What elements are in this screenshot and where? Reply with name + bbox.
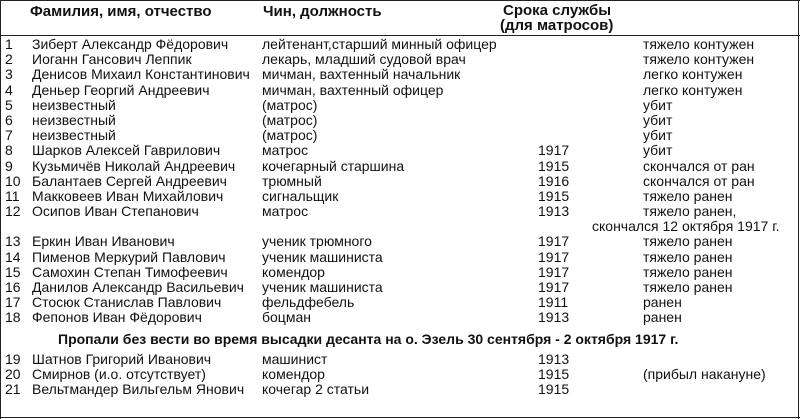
row-number: 9 [5,157,13,174]
fate-status: тяжело ранен [643,233,733,250]
section-title: Пропали без вести во время высадки десанта на о. Эзель 30 сентября - 2 октября 1917 г. [58,330,679,347]
table-row [0,234,800,249]
row-number: 10 [5,172,21,189]
table-row [0,67,800,82]
crew-table-body [0,37,800,397]
service-year: 1911 [538,294,569,311]
person-name: Вельтмандер Вильгельм Янович [32,380,245,397]
fate-status: убит [643,96,673,113]
person-name: Шатнов Григорий Иванович [32,350,212,367]
table-row [0,295,800,310]
row-number: 7 [5,127,13,144]
rank-position: комендор [262,365,325,382]
fate-status: ранен [643,309,682,326]
person-name: Иоганн Гансович Леппик [32,51,192,68]
row-number: 6 [5,111,13,128]
bottom-border [0,417,800,418]
row-number: 18 [5,309,21,326]
service-year: 1917 [538,142,570,159]
row-number: 19 [5,350,21,367]
fate-status: убит [643,111,673,128]
table-row [0,83,800,98]
crew-rows-part1 [0,37,800,219]
table-row [0,174,800,189]
table-row [0,98,800,113]
fate-status: легко контужен [643,66,743,83]
row-number: 21 [5,380,21,397]
missing-section-heading [0,326,800,352]
rank-position: (матрос) [262,127,318,144]
row-number: 5 [5,96,13,113]
table-row [0,265,800,280]
rank-position: лейтенант,старший минный офицер [262,36,497,52]
header-rank: Чин, должность [263,3,382,20]
row-number: 13 [5,233,21,250]
fate-status: убит [643,142,673,159]
person-name: Пименов Меркурий Павлович [32,248,226,265]
row-number: 20 [5,365,21,382]
table-row [0,367,800,382]
person-name: Фепонов Иван Фёдорович [32,309,202,326]
service-year: 1915 [538,187,570,204]
crew-rows-part2 [0,234,800,325]
fate-status: тяжело ранен [643,248,733,265]
service-year: 1917 [538,279,570,295]
rank-position: машинист [262,350,328,367]
rank-position: боцман [262,309,311,326]
fate-status: скончался от ран [643,172,755,189]
person-name: неизвестный [32,111,116,128]
person-name: Деньер Георгий Андреевич [32,81,210,98]
fate-status: ранен [643,294,682,311]
fate-status: тяжело ранен [643,279,733,295]
rank-position: ученик машиниста [262,279,383,295]
row-number: 4 [5,81,13,98]
top-border [0,0,800,1]
service-year: 1917 [538,248,570,265]
row12-continuation-text: скончался 12 октября 1917 г. [592,218,780,235]
row-number: 15 [5,263,21,280]
fate-status: тяжело ранен [643,263,733,280]
row-number: 17 [5,294,21,311]
row-number: 12 [5,203,21,220]
rank-position: мичман, вахтенный начальник [262,66,461,83]
person-name: Кузьмичёв Николай Андреевич [32,157,236,174]
person-name: неизвестный [32,127,116,144]
person-name: Еркин Иван Иванович [32,233,175,250]
table-row [0,352,800,367]
service-year: 1913 [538,309,570,326]
service-year: 1915 [538,365,570,382]
rank-position: матрос [262,203,309,220]
table-row [0,280,800,295]
rank-position: лекарь, младший судовой врач [262,51,466,68]
rank-position: (матрос) [262,111,318,128]
table-row [0,159,800,174]
table-row [0,310,800,325]
row12-continuation [0,219,800,234]
table-row [0,52,800,67]
person-name: Зиберт Александр Фёдорович [32,36,229,52]
service-year: 1913 [538,203,570,220]
crew-rows-part3 [0,352,800,398]
fate-status: тяжело ранен [643,187,733,204]
table-row [0,128,800,143]
person-name: Осипов Иван Степанович [32,203,199,220]
person-name: Шарков Алексей Гаврилович [32,142,221,159]
rank-position: кочегарный старшина [262,157,405,174]
table-row [0,382,800,397]
row-number: 8 [5,142,13,159]
rank-position: комендор [262,263,325,280]
rank-position: ученик машиниста [262,248,383,265]
header-service-line2: (для матросов) [500,17,614,34]
rank-position: матрос [262,142,309,159]
service-year: 1915 [538,380,570,397]
row-number: 1 [5,36,13,52]
fate-status: легко контужен [643,81,743,98]
person-name: Самохин Степан Тимофеевич [32,263,228,280]
service-year: 1917 [538,233,570,250]
rank-position: фельдфебель [262,294,355,311]
service-year: 1913 [538,350,570,367]
rank-position: (матрос) [262,96,318,113]
fate-status: (прибыл накануне) [643,365,766,382]
rank-position: мичман, вахтенный офицер [262,81,444,98]
fate-status: тяжело контужен [643,51,755,68]
rank-position: ученик трюмного [262,233,372,250]
person-name: Балантаев Сергей Андреевич [32,172,227,189]
rank-position: трюмный [262,172,322,189]
row-number: 14 [5,248,21,265]
table-row [0,189,800,204]
header-name: Фамилия, имя, отчество [30,3,212,20]
header-service-line1: Срока службы [503,2,612,19]
fate-status: тяжело контужен [643,36,755,52]
row-number: 2 [5,51,13,68]
row-number: 3 [5,66,13,83]
rank-position: кочегар 2 статьи [262,380,370,397]
table-row [0,143,800,158]
table-row [0,113,800,128]
service-year: 1916 [538,172,570,189]
fate-status: тяжело ранен, [643,203,737,220]
person-name: неизвестный [32,96,116,113]
person-name: Смирнов (и.о. отсутствует) [32,365,206,382]
fate-status: убит [643,127,673,144]
person-name: Данилов Александр Васильевич [32,279,244,295]
row-number: 11 [5,187,20,204]
service-year: 1917 [538,263,570,280]
person-name: Стосюк Станислав Павлович [32,294,222,311]
table-row [0,204,800,219]
row-number: 16 [5,279,21,295]
service-year: 1915 [538,157,570,174]
person-name: Макковеев Иван Михайлович [32,187,224,204]
table-row [0,250,800,265]
person-name: Денисов Михаил Константинович [32,66,250,83]
table-row [0,37,800,52]
rank-position: сигнальщик [262,187,339,204]
fate-status: скончался от ран [643,157,755,174]
